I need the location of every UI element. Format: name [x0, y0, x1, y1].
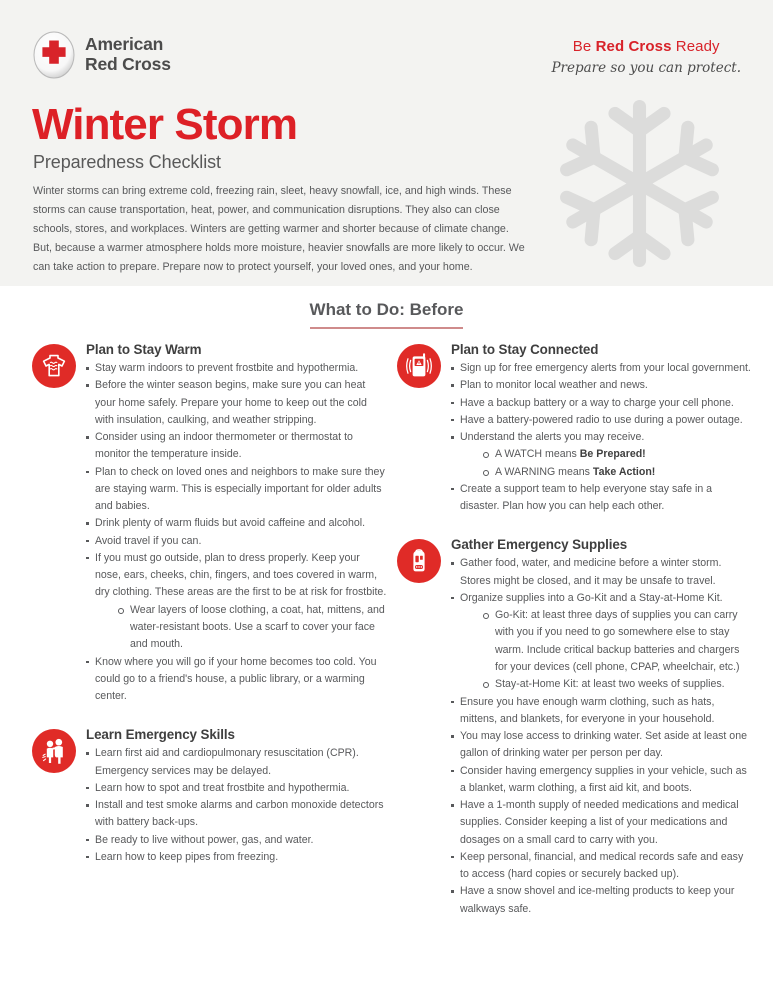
checklist-subitem-emphasis: Be Prepared!	[579, 448, 646, 461]
checklist-item	[86, 377, 387, 429]
checklist-sublist	[482, 446, 752, 481]
checklist-item-text: Plan to monitor local weather and news.	[460, 379, 648, 392]
checklist-item	[86, 550, 387, 654]
checklist-block-body	[397, 537, 752, 918]
checklist-item-text: Consider using an indoor thermometer or thermostat to monitor the temperature inside.	[95, 431, 353, 461]
checklist-block-title: Plan to Stay Warm	[86, 342, 202, 357]
checklist-sublist	[117, 602, 387, 654]
checklist-item-text: Have a 1-month supply of needed medications and medical supplies. Consider keeping a list of your medications and dosages on a small card to carry with you.	[460, 799, 739, 846]
checklist-item-text: Sign up for free emergency alerts from your local government.	[460, 362, 751, 374]
checklist-item	[451, 763, 752, 798]
logo-line-2: Red Cross	[85, 54, 171, 74]
checklist-list	[451, 555, 752, 918]
intro-paragraph: Winter storms can bring extreme cold, freezing rain, sleet, heavy snowfall, ice, and high winds. These storms can cause transportation, heat, power, and communication disruptions. They also can close schools, stores, and workplaces. Winters are getting warmer and shorter because of climate change. But, because a warmer atmosphere holds more moisture, heavier snowfalls are more likely to occur. We can take action to prepare. Prepare now to protect yourself, your loved ones, and your home.	[33, 185, 525, 274]
checklist-block-title: Plan to Stay Connected	[451, 342, 599, 357]
checklist-block	[397, 342, 752, 515]
checklist-item-text: Stay warm indoors to prevent frostbite and hypothermia.	[95, 362, 359, 374]
checklist-item-text: Consider having emergency supplies in your vehicle, such as a blanket, warm clothing, a first aid kit, and boots.	[460, 764, 747, 794]
checklist-item	[86, 832, 387, 849]
checklist-item	[86, 780, 387, 797]
checklist-item-text: Have a snow shovel and ice-melting products to keep your walkways safe.	[460, 885, 735, 915]
checklist-item	[451, 694, 752, 729]
tagline-bold: Red Cross	[595, 38, 672, 55]
checklist-list	[451, 360, 752, 515]
checklist-item-text: Drink plenty of warm fluids but avoid caffeine and alcohol.	[95, 517, 366, 530]
checklist-item-text: Have a battery-powered radio to use during a power outage.	[460, 413, 743, 426]
checklist-subitem-text: A WARNING means	[495, 465, 593, 478]
checklist-item	[86, 533, 387, 550]
red-cross-logo-icon	[32, 30, 76, 80]
checklist-item-text: You may lose access to drinking water. Set aside at least one gallon of drinking water per person per day.	[460, 730, 747, 760]
checklist-item-text: Ensure you have enough warm clothing, such as hats, mittens, and blankets, for everyone in your household.	[460, 695, 715, 725]
checklist-item-text: Create a support team to help everyone stay safe in a disaster. Plan how you can help each other.	[460, 482, 713, 513]
checklist-block-body	[32, 727, 387, 866]
logo-line-1: American	[85, 34, 164, 55]
checklist-item-text: Learn how to spot and treat frostbite and hypothermia.	[95, 781, 350, 794]
checklist-item	[451, 797, 752, 849]
checklist-subitem-text: Go-Kit: at least three days of supplies you can carry with you if you need to go somewhere else to stay warm. Include critical backup batteries and chargers for your devices (cell phone, CPAP, wheelchair, etc.)	[495, 609, 740, 673]
section-heading-label: What to Do: Before	[310, 300, 464, 329]
checklist-item	[451, 590, 752, 694]
checklist-item-text: Learn how to keep pipes from freezing.	[95, 850, 279, 863]
checklist-item	[86, 515, 387, 532]
emergency-radio-icon	[397, 344, 441, 388]
checklist-item	[451, 429, 752, 481]
page-title: Winter Storm	[32, 100, 298, 149]
checklist-item-text: Keep personal, financial, and medical records safe and easy to access (hard copies or securely backed up).	[460, 850, 744, 881]
tagline-prefix: Be	[572, 38, 596, 55]
checklist-subitem-text: A WATCH means	[495, 448, 580, 461]
checklist-item	[451, 377, 752, 394]
checklist-block-title: Learn Emergency Skills	[86, 727, 235, 743]
checklist-item-text: Avoid travel if you can.	[95, 534, 202, 547]
sweater-icon	[32, 344, 76, 388]
checklist-item	[451, 849, 752, 884]
column-right	[397, 342, 752, 940]
checklist-block	[32, 342, 387, 705]
checklist-item	[86, 429, 387, 464]
checklist-item	[86, 849, 387, 866]
checklist-subitem	[482, 676, 752, 693]
checklist-subitem	[117, 602, 387, 654]
checklist-item-text: Plan to check on loved ones and neighbors to make sure they are staying warm. This is especially important for older adults and babies.	[95, 465, 385, 513]
checklist-sublist	[482, 607, 752, 693]
page-subtitle: Preparedness Checklist	[33, 152, 221, 172]
checklist-subitem-text: Wear layers of loose clothing, a coat, hat, mittens, and water-resistant boots. Use a scarf to cover your face and mouth.	[130, 603, 385, 651]
logo-wordmark	[85, 35, 171, 74]
checklist-item	[451, 555, 752, 590]
checklist-item-text: Understand the alerts you may receive.	[460, 431, 645, 444]
checklist-item	[86, 797, 387, 832]
checklist-block-title: Gather Emergency Supplies	[451, 537, 628, 553]
checklist-item-text: Learn first aid and cardiopulmonary resuscitation (CPR). Emergency services may be delayed.	[95, 747, 359, 777]
header-band	[0, 0, 773, 286]
checklist-item	[451, 360, 752, 377]
checklist-list	[86, 360, 387, 705]
checklist-item	[86, 654, 387, 706]
section-heading	[0, 300, 773, 329]
checklist-item	[451, 481, 752, 516]
checklist-subitem	[482, 446, 752, 463]
two-people-first-aid-icon	[32, 729, 76, 773]
checklist-list	[86, 745, 387, 866]
red-cross-logo	[32, 30, 171, 80]
checklist-block	[32, 727, 387, 866]
checklist-item	[86, 745, 387, 780]
checklist-block-body	[32, 342, 387, 705]
snowflake-icon	[552, 96, 727, 271]
checklist-item	[86, 360, 387, 377]
checklist-item	[86, 464, 387, 516]
checklist-item-text: Know where you will go if your home becomes too cold. You could go to a friend's house, a public library, or a warming center.	[95, 655, 377, 703]
tagline-sub: Prepare so you can protect.	[551, 60, 741, 76]
checklist-item	[451, 395, 752, 412]
checklist-item	[451, 412, 752, 429]
checklist-item-text: Have a backup battery or a way to charge your cell phone.	[460, 396, 734, 409]
checklist-item-text: Install and test smoke alarms and carbon monoxide detectors with battery back-ups.	[95, 799, 384, 829]
checklist-item-text: If you must go outside, plan to dress properly. Keep your nose, ears, cheeks, chin, fingers, and toes covered in warm, dry clothing. These areas are the first to be at risk for frostbite.	[95, 551, 387, 599]
brand-tagline	[551, 38, 741, 76]
tagline-suffix: Ready	[671, 38, 720, 55]
checklist-item-text: Before the winter season begins, make sure you can heat your home safely. Prepare your home to keep out the cold with insulation, caulking, and weather stripping.	[95, 379, 367, 426]
checklist-block-body	[397, 342, 752, 515]
supply-backpack-icon	[397, 539, 441, 583]
checklist-subitem	[482, 464, 752, 481]
checklist-item	[451, 883, 752, 918]
column-left	[32, 342, 387, 888]
checklist-item-text: Gather food, water, and medicine before a winter storm. Stores might be closed, and it may be unsafe to travel.	[460, 557, 722, 587]
checklist-item-text: Organize supplies into a Go-Kit and a Stay-at-Home Kit.	[460, 591, 723, 604]
tagline-main	[551, 38, 741, 55]
checklist-item-text: Be ready to live without power, gas, and water.	[95, 833, 314, 846]
checklist-block	[397, 537, 752, 918]
checklist-subitem-emphasis: Take Action!	[592, 465, 656, 478]
checklist-subitem	[482, 607, 752, 676]
checklist-subitem-text: Stay-at-Home Kit: at least two weeks of supplies.	[495, 678, 725, 691]
checklist-item	[451, 728, 752, 763]
